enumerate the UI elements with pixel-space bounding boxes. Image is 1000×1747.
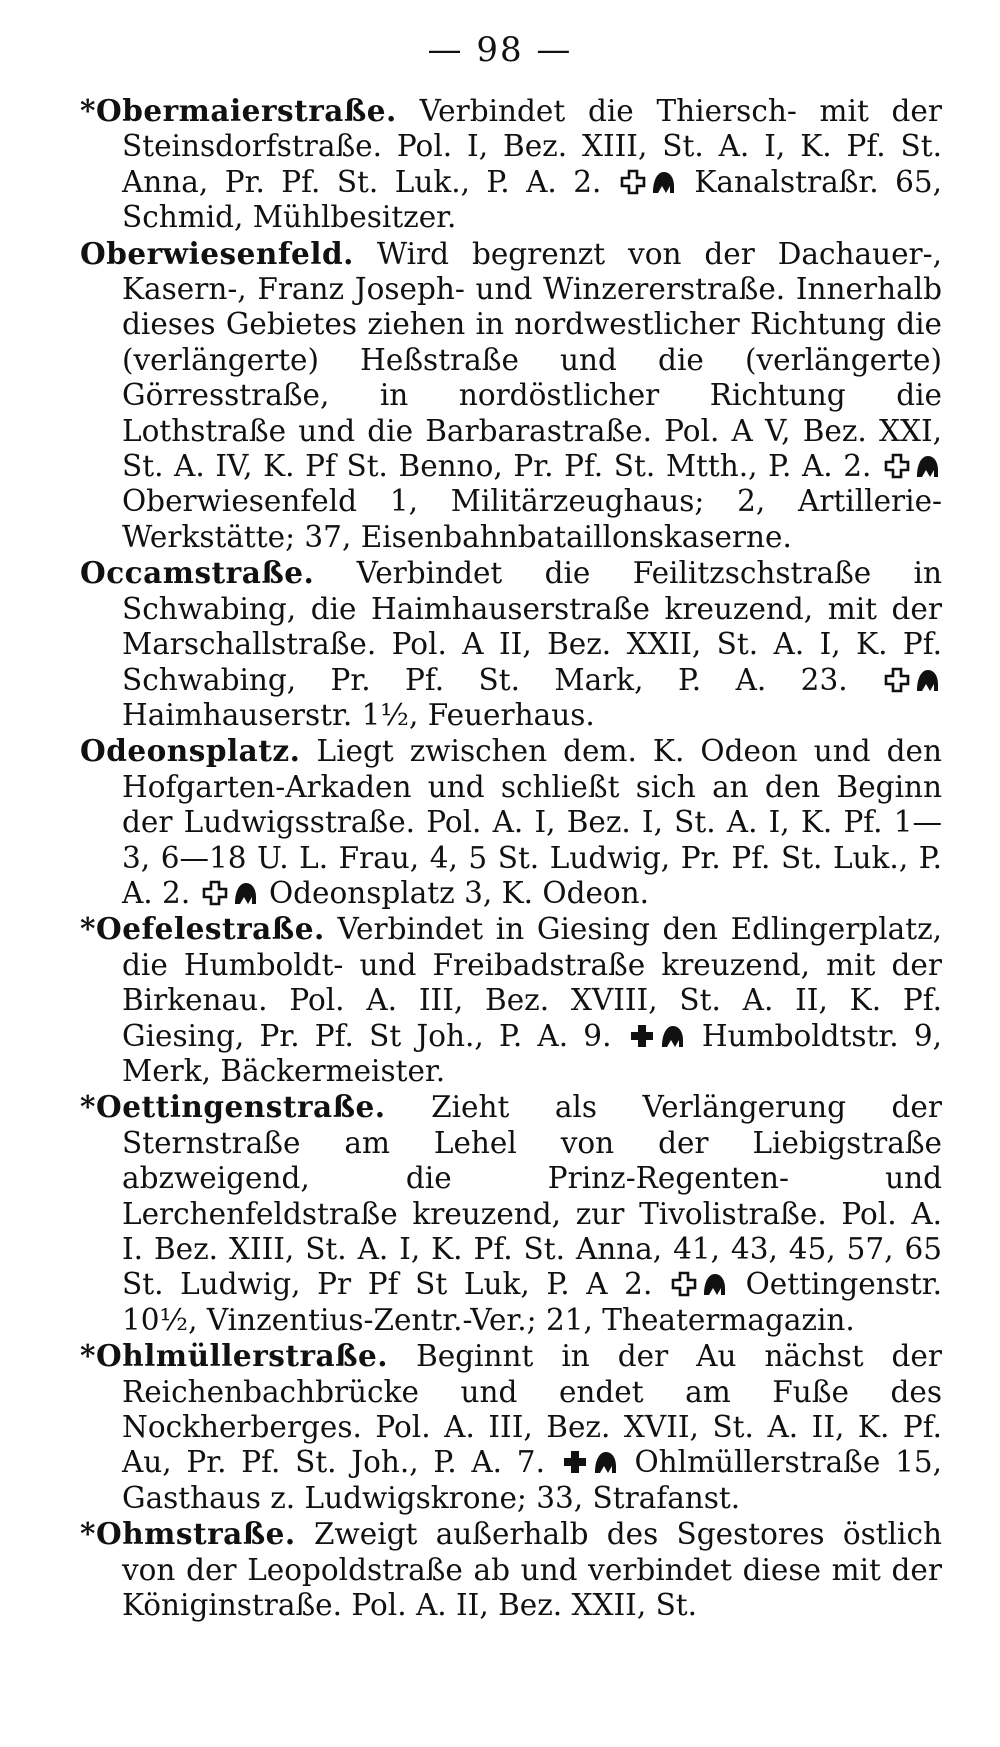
entry-text: Zweigt außerhalb des Sgestores östlich von der Leopoldstraße ab und verbindet diese mit der Königinstraße. Pol. A. II, Bez. XXII, St. [122,1517,942,1623]
fire-helmet-icon [650,169,676,195]
new-street-marker: * [80,1089,96,1125]
entry-oberwiesenfeld [80,236,942,556]
entry-heading: Oefelestraße. [96,911,325,947]
entry-text: Verbindet die Thiersch- mit der Steinsdorfstraße. Pol. I, Bez. XIII, St. A. I, K. Pf. St. Anna, Pr. Pf. St. Luk., P. A. 2. [122,94,942,199]
new-street-marker: * [80,1338,96,1374]
entry-text-continued: Ohlmüllerstraße 15, Gasthaus z. Ludwigskrone; 33, Strafanst. [122,1445,942,1515]
outline-cross-icon [884,453,910,479]
entry-heading: Occamstraße. [80,555,315,591]
entry-odeonsplatz [80,733,942,911]
fire-helmet-icon [914,453,940,479]
entry-text: Verbindet in Giesing den Edlingerplatz, die Humboldt- und Freibadstraße kreuzend, mit der Birkenau. Pol. A. III, Bez. XVIII, St. A. II, K. Pf. Giesing, Pr. Pf. St Joh., P. A. 9. [122,912,942,1053]
fire-helmet-icon [914,667,940,693]
entry-text-continued: Humboldtstr. 9, Merk, Bäckermeister. [122,1018,942,1088]
entry-text: Beginnt in der Au nächst der Reichenbachbrücke und endet am Fuße des Nockherberges. Pol. A. III, Bez. XVII, St. A. II, K. Pf. Au, Pr. Pf. St. Joh., P. A. 7. [122,1339,942,1480]
new-street-marker: * [80,93,96,128]
entry-heading: Odeonsplatz. [80,733,301,769]
fire-helmet-icon [659,1023,685,1049]
street-directory [80,93,942,1623]
solid-cross-icon [562,1449,588,1475]
entry-text-continued: Haimhauserstr. 1½, Feuerhaus. [122,697,595,732]
entry-text: Liegt zwischen dem. K. Odeon und den Hofgarten-Arkaden und schließt sich an den Beginn der Ludwigsstraße. Pol. A. I, Bez. I, St. A. I, K. Pf. 1—3, 6—18 U. L. Frau, 4, 5 St. Ludwig, Pr. Pf. St. Luk., P. A. 2. [122,734,942,910]
entry-heading: Obermaierstraße. [96,93,397,128]
entry-heading: Ohmstraße. [96,1516,296,1552]
entry-oefelestrasse [80,911,942,1089]
entry-text-continued: Oberwiesenfeld 1, Militärzeughaus; 2, Artillerie-Werkstätte; 37, Eisenbahnbataillonskaserne. [122,484,942,554]
new-street-marker: * [80,911,96,947]
entry-text-continued: Oettingenstr. 10½, Vinzentius-Zentr.-Ver.; 21, Theatermagazin. [122,1267,942,1337]
entry-text-continued: Odeonsplatz 3, K. Odeon. [259,875,650,910]
entry-text: Wird begrenzt von der Dachauer-, Kasern-, Franz Joseph- und Winzererstraße. Innerhalb dieses Gebietes ziehen in nordwestlicher Richtung die (verlängerte) Heßstraße und die (verlängerte) Görresstraße, in nordöstlicher Richtung die Lothstraße und die Barbarastraße. Pol. A V, Bez. XXI, St. A. IV, K. Pf St. Benno, Pr. Pf. St. Mtth., P. A. 2. [122,236,942,484]
entry-text: Verbindet die Feilitzschstraße in Schwabing, die Haimhauserstraße kreuzend, mit der Marschallstraße. Pol. A II, Bez. XXII, St. A. I, K. Pf. Schwabing, Pr. Pf. St. Mark, P. A. 23. [122,556,942,697]
fire-helmet-icon [592,1449,618,1475]
entry-heading: Oberwiesenfeld. [80,235,354,271]
outline-cross-icon [202,880,228,906]
entry-text: Zieht als Verlängerung der Sternstraße am Lehel von der Liebigstraße abzweigend, die Prinz-Regenten- und Lerchenfeldstraße kreuzend, zur Tivolistraße. Pol. A. I. Bez. XIII, St. A. I, K. Pf. St. Anna, 41, 43, 45, 57, 65 St. Ludwig, Pr Pf St Luk, P. A 2. [122,1090,942,1302]
outline-cross-icon [620,169,646,195]
entry-ohmstrasse [80,1516,942,1623]
fire-helmet-icon [701,1271,727,1297]
entry-oettingenstrasse [80,1089,942,1338]
new-street-marker: * [80,1516,96,1552]
fire-helmet-icon [232,880,258,906]
outline-cross-icon [884,667,910,693]
entry-ohlmuellerstrasse [80,1338,942,1516]
entry-text-continued: Kanalstraßr. 65, Schmid, Mühlbesitzer. [122,164,943,235]
page-number: — 98 — [427,30,573,70]
entry-occamstrasse [80,555,942,733]
entry-heading: Oettingenstraße. [96,1089,386,1125]
solid-cross-icon [629,1023,655,1049]
entry-obermaierstrasse [80,93,942,236]
outline-cross-icon [671,1271,697,1297]
entry-heading: Ohlmüllerstraße. [96,1338,389,1374]
